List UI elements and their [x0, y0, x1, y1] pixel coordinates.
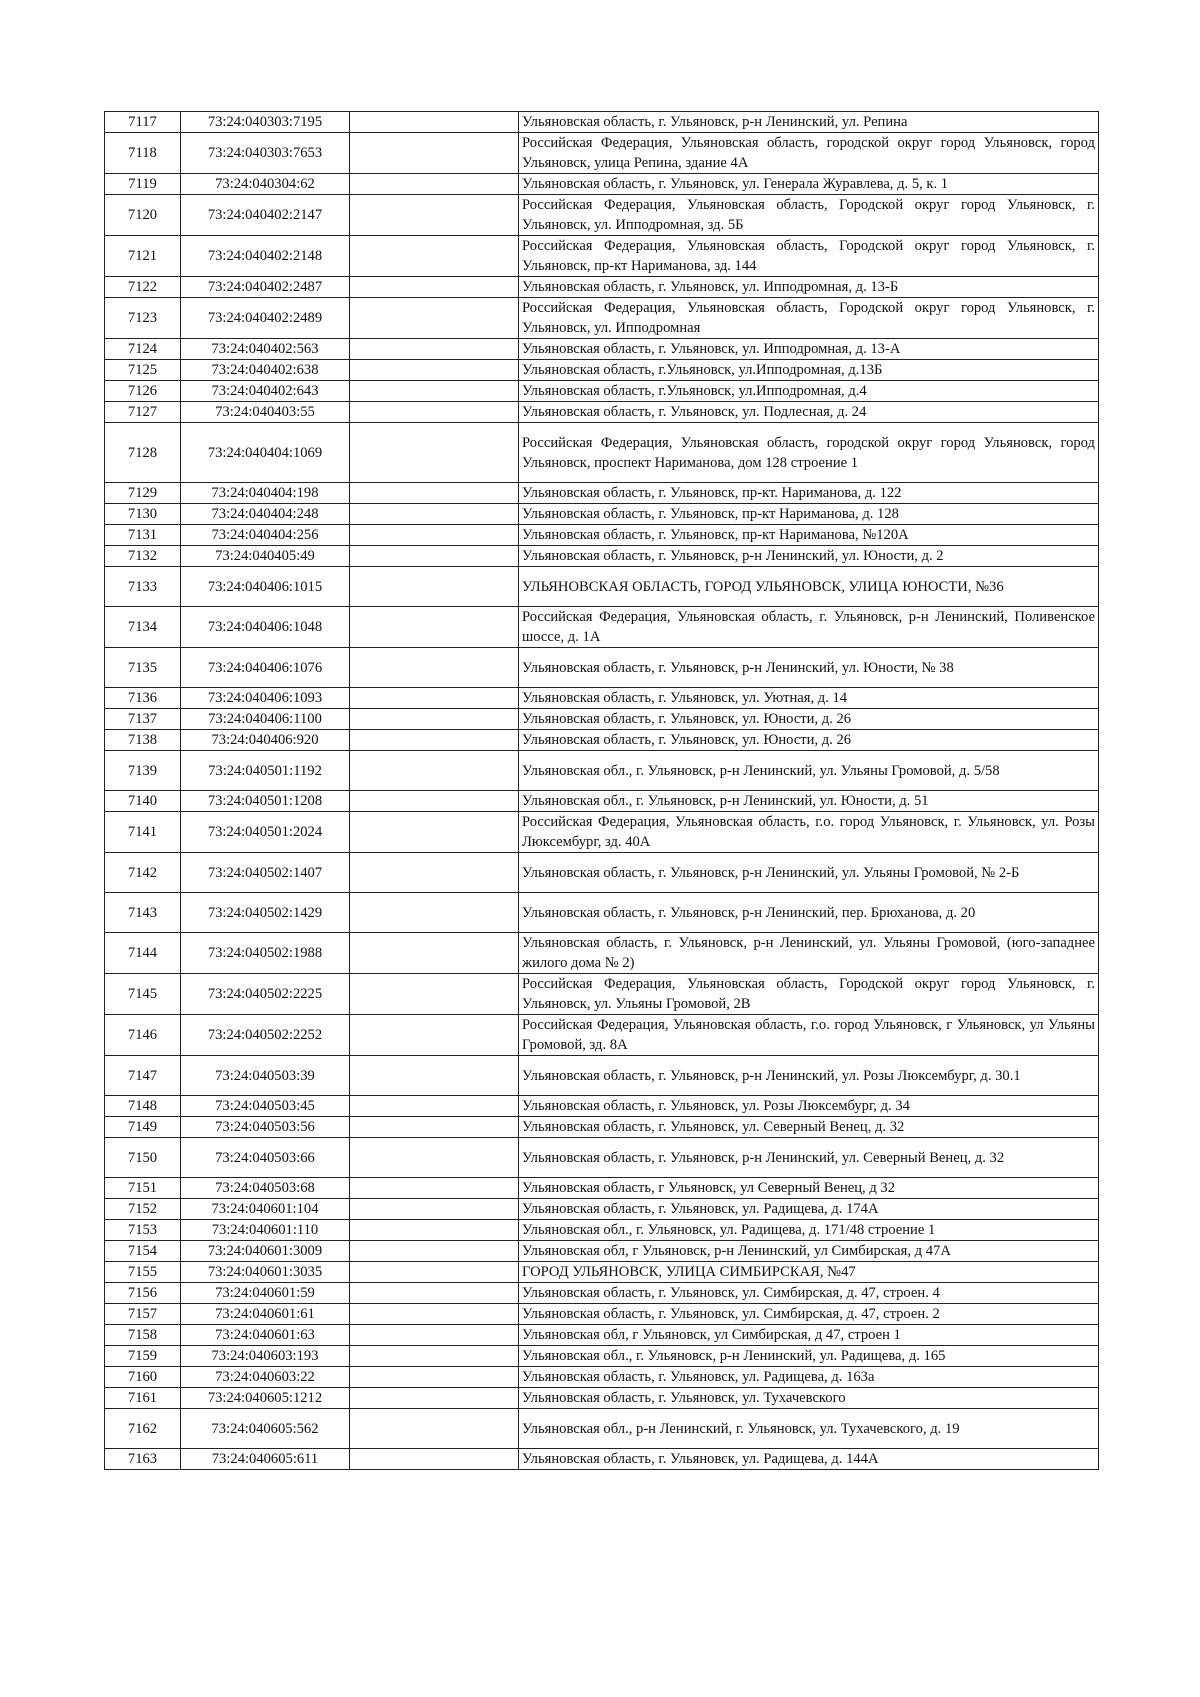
cadastral-number-cell: 73:24:040603:22 — [181, 1367, 350, 1388]
table-row — [105, 1283, 1099, 1304]
row-number-cell: 7146 — [105, 1015, 181, 1056]
property-registry-table — [104, 111, 1099, 1470]
empty-cell — [350, 298, 519, 339]
empty-cell — [350, 1262, 519, 1283]
empty-cell — [350, 423, 519, 483]
cadastral-number-cell: 73:24:040406:1100 — [181, 709, 350, 730]
empty-cell — [350, 1138, 519, 1178]
cadastral-number-cell: 73:24:040501:1192 — [181, 751, 350, 791]
cadastral-number-cell: 73:24:040402:2147 — [181, 195, 350, 236]
address-cell: Ульяновская область, г.Ульяновск, ул.Ипподромная, д.4 — [519, 381, 1099, 402]
row-number-cell: 7138 — [105, 730, 181, 751]
table-row — [105, 751, 1099, 791]
empty-cell — [350, 1409, 519, 1449]
cadastral-number-cell: 73:24:040402:563 — [181, 339, 350, 360]
address-cell: УЛЬЯНОВСКАЯ ОБЛАСТЬ, ГОРОД УЛЬЯНОВСК, УЛИЦА ЮНОСТИ, №36 — [519, 567, 1099, 607]
table-row — [105, 423, 1099, 483]
table-row — [105, 360, 1099, 381]
cadastral-number-cell: 73:24:040402:2148 — [181, 236, 350, 277]
table-row — [105, 688, 1099, 709]
cadastral-number-cell: 73:24:040605:1212 — [181, 1388, 350, 1409]
table-row — [105, 853, 1099, 893]
table-row — [105, 1449, 1099, 1470]
address-cell: Российская Федерация, Ульяновская область, Городской округ город Ульяновск, г. Ульяновск, пр-кт Нариманова, зд. 144 — [519, 236, 1099, 277]
empty-cell — [350, 1283, 519, 1304]
cadastral-number-cell: 73:24:040601:3009 — [181, 1241, 350, 1262]
row-number-cell: 7119 — [105, 174, 181, 195]
cadastral-number-cell: 73:24:040601:110 — [181, 1220, 350, 1241]
address-cell: Ульяновская область, г. Ульяновск, ул. Северный Венец, д. 32 — [519, 1117, 1099, 1138]
address-cell: Российская Федерация, Ульяновская область, Городской округ город Ульяновск, г. Ульяновск, ул. Ипподромная — [519, 298, 1099, 339]
table-row — [105, 974, 1099, 1015]
row-number-cell: 7118 — [105, 133, 181, 174]
address-cell: Ульяновская область, г. Ульяновск, ул. Симбирская, д. 47, строен. 2 — [519, 1304, 1099, 1325]
address-cell: Ульяновская область, г. Ульяновск, ул. Подлесная, д. 24 — [519, 402, 1099, 423]
cadastral-number-cell: 73:24:040402:643 — [181, 381, 350, 402]
table-row — [105, 195, 1099, 236]
row-number-cell: 7123 — [105, 298, 181, 339]
cadastral-number-cell: 73:24:040605:562 — [181, 1409, 350, 1449]
row-number-cell: 7121 — [105, 236, 181, 277]
empty-cell — [350, 1199, 519, 1220]
row-number-cell: 7149 — [105, 1117, 181, 1138]
address-cell: Ульяновская область, г. Ульяновск, ул. Юности, д. 26 — [519, 709, 1099, 730]
empty-cell — [350, 751, 519, 791]
empty-cell — [350, 112, 519, 133]
empty-cell — [350, 688, 519, 709]
address-cell: Российская Федерация, Ульяновская область, Городской округ город Ульяновск, г. Ульяновск, ул. Ипподромная, зд. 5Б — [519, 195, 1099, 236]
address-cell: Ульяновская область, г. Ульяновск, р-н Ленинский, пер. Брюханова, д. 20 — [519, 893, 1099, 933]
table-row — [105, 504, 1099, 525]
table-row — [105, 1409, 1099, 1449]
row-number-cell: 7155 — [105, 1262, 181, 1283]
table-row — [105, 607, 1099, 648]
empty-cell — [350, 1096, 519, 1117]
table-row — [105, 1178, 1099, 1199]
row-number-cell: 7133 — [105, 567, 181, 607]
cadastral-number-cell: 73:24:040406:1093 — [181, 688, 350, 709]
row-number-cell: 7124 — [105, 339, 181, 360]
address-cell: Ульяновская область, г. Ульяновск, р-н Ленинский, ул. Репина — [519, 112, 1099, 133]
table-row — [105, 277, 1099, 298]
table-row — [105, 567, 1099, 607]
address-cell: Ульяновская область, г. Ульяновск, ул. Юности, д. 26 — [519, 730, 1099, 751]
cadastral-number-cell: 73:24:040502:1407 — [181, 853, 350, 893]
table-row — [105, 339, 1099, 360]
empty-cell — [350, 1241, 519, 1262]
row-number-cell: 7143 — [105, 893, 181, 933]
table-row — [105, 1015, 1099, 1056]
empty-cell — [350, 1178, 519, 1199]
address-cell: Ульяновская область, г. Ульяновск, р-н Ленинский, ул. Розы Люксембург, д. 30.1 — [519, 1056, 1099, 1096]
cadastral-number-cell: 73:24:040502:2225 — [181, 974, 350, 1015]
row-number-cell: 7135 — [105, 648, 181, 688]
table-row — [105, 1096, 1099, 1117]
table-row — [105, 1388, 1099, 1409]
cadastral-number-cell: 73:24:040503:39 — [181, 1056, 350, 1096]
address-cell: Ульяновская область, г. Ульяновск, пр-кт Нариманова, д. 128 — [519, 504, 1099, 525]
cadastral-number-cell: 73:24:040605:611 — [181, 1449, 350, 1470]
row-number-cell: 7129 — [105, 483, 181, 504]
empty-cell — [350, 853, 519, 893]
table-row — [105, 1325, 1099, 1346]
row-number-cell: 7145 — [105, 974, 181, 1015]
cadastral-number-cell: 73:24:040501:1208 — [181, 791, 350, 812]
table-row — [105, 1367, 1099, 1388]
row-number-cell: 7137 — [105, 709, 181, 730]
registry-table-body — [105, 112, 1099, 1470]
empty-cell — [350, 483, 519, 504]
empty-cell — [350, 133, 519, 174]
table-row — [105, 1262, 1099, 1283]
table-row — [105, 133, 1099, 174]
cadastral-number-cell: 73:24:040503:45 — [181, 1096, 350, 1117]
address-cell: Ульяновская область, г. Ульяновск, ул. Розы Люксембург, д. 34 — [519, 1096, 1099, 1117]
row-number-cell: 7150 — [105, 1138, 181, 1178]
address-cell: Ульяновская область, г. Ульяновск, р-н Ленинский, ул. Ульяны Громовой, (юго-западнее жилого дома № 2) — [519, 933, 1099, 974]
empty-cell — [350, 709, 519, 730]
cadastral-number-cell: 73:24:040502:1429 — [181, 893, 350, 933]
row-number-cell: 7157 — [105, 1304, 181, 1325]
row-number-cell: 7154 — [105, 1241, 181, 1262]
table-row — [105, 1199, 1099, 1220]
cadastral-number-cell: 73:24:040304:62 — [181, 174, 350, 195]
row-number-cell: 7132 — [105, 546, 181, 567]
row-number-cell: 7142 — [105, 853, 181, 893]
empty-cell — [350, 1449, 519, 1470]
row-number-cell: 7141 — [105, 812, 181, 853]
address-cell: Ульяновская область, г. Ульяновск, ул. Симбирская, д. 47, строен. 4 — [519, 1283, 1099, 1304]
row-number-cell: 7151 — [105, 1178, 181, 1199]
row-number-cell: 7136 — [105, 688, 181, 709]
table-row — [105, 112, 1099, 133]
address-cell: Ульяновская область, г. Ульяновск, пр-кт Нариманова, №120А — [519, 525, 1099, 546]
cadastral-number-cell: 73:24:040502:1988 — [181, 933, 350, 974]
address-cell: Ульяновская область, г. Ульяновск, ул. Генерала Журавлева, д. 5, к. 1 — [519, 174, 1099, 195]
empty-cell — [350, 381, 519, 402]
row-number-cell: 7162 — [105, 1409, 181, 1449]
cadastral-number-cell: 73:24:040601:59 — [181, 1283, 350, 1304]
empty-cell — [350, 1388, 519, 1409]
row-number-cell: 7140 — [105, 791, 181, 812]
empty-cell — [350, 933, 519, 974]
row-number-cell: 7134 — [105, 607, 181, 648]
address-cell: Ульяновская область, г Ульяновск, ул Северный Венец, д 32 — [519, 1178, 1099, 1199]
cadastral-number-cell: 73:24:040503:66 — [181, 1138, 350, 1178]
table-row — [105, 381, 1099, 402]
address-cell: Ульяновская область, г. Ульяновск, ул. Радищева, д. 174А — [519, 1199, 1099, 1220]
address-cell: Ульяновская область, г. Ульяновск, ул. Радищева, д. 144А — [519, 1449, 1099, 1470]
row-number-cell: 7120 — [105, 195, 181, 236]
row-number-cell: 7147 — [105, 1056, 181, 1096]
table-row — [105, 546, 1099, 567]
cadastral-number-cell: 73:24:040406:1048 — [181, 607, 350, 648]
empty-cell — [350, 730, 519, 751]
cadastral-number-cell: 73:24:040406:920 — [181, 730, 350, 751]
table-row — [105, 933, 1099, 974]
table-row — [105, 236, 1099, 277]
empty-cell — [350, 1015, 519, 1056]
cadastral-number-cell: 73:24:040403:55 — [181, 402, 350, 423]
cadastral-number-cell: 73:24:040402:638 — [181, 360, 350, 381]
address-cell: Ульяновская область, г. Ульяновск, ул. Радищева, д. 163а — [519, 1367, 1099, 1388]
address-cell: Российская Федерация, Ульяновская область, Городской округ город Ульяновск, г. Ульяновск, ул. Ульяны Громовой, 2В — [519, 974, 1099, 1015]
table-row — [105, 483, 1099, 504]
cadastral-number-cell: 73:24:040404:198 — [181, 483, 350, 504]
row-number-cell: 7153 — [105, 1220, 181, 1241]
table-row — [105, 1241, 1099, 1262]
address-cell: Российская Федерация, Ульяновская область, городской округ город Ульяновск, город Ульяновск, улица Репина, здание 4А — [519, 133, 1099, 174]
empty-cell — [350, 236, 519, 277]
address-cell: Российская Федерация, Ульяновская область, г.о. город Ульяновск, г. Ульяновск, ул. Розы Люксембург, зд. 40А — [519, 812, 1099, 853]
row-number-cell: 7131 — [105, 525, 181, 546]
cadastral-number-cell: 73:24:040406:1076 — [181, 648, 350, 688]
cadastral-number-cell: 73:24:040603:193 — [181, 1346, 350, 1367]
empty-cell — [350, 1117, 519, 1138]
table-row — [105, 1346, 1099, 1367]
address-cell: Ульяновская область, г. Ульяновск, ул. Ипподромная, д. 13-Б — [519, 277, 1099, 298]
address-cell: Ульяновская область, г. Ульяновск, р-н Ленинский, ул. Северный Венец, д. 32 — [519, 1138, 1099, 1178]
address-cell: Ульяновская обл, г Ульяновск, р-н Ленинский, ул Симбирская, д 47А — [519, 1241, 1099, 1262]
row-number-cell: 7144 — [105, 933, 181, 974]
table-row — [105, 709, 1099, 730]
empty-cell — [350, 893, 519, 933]
row-number-cell: 7117 — [105, 112, 181, 133]
row-number-cell: 7130 — [105, 504, 181, 525]
address-cell: Ульяновская область, г. Ульяновск, ул. Тухачевского — [519, 1388, 1099, 1409]
cadastral-number-cell: 73:24:040404:1069 — [181, 423, 350, 483]
address-cell: Российская Федерация, Ульяновская область, г.о. город Ульяновск, г Ульяновск, ул Ульяны Громовой, зд. 8А — [519, 1015, 1099, 1056]
cadastral-number-cell: 73:24:040404:256 — [181, 525, 350, 546]
address-cell: Ульяновская обл., г. Ульяновск, р-н Ленинский, ул. Юности, д. 51 — [519, 791, 1099, 812]
cadastral-number-cell: 73:24:040501:2024 — [181, 812, 350, 853]
empty-cell — [350, 648, 519, 688]
table-row — [105, 1138, 1099, 1178]
empty-cell — [350, 812, 519, 853]
table-row — [105, 1117, 1099, 1138]
address-cell: Ульяновская область, г.Ульяновск, ул.Ипподромная, д.13Б — [519, 360, 1099, 381]
row-number-cell: 7125 — [105, 360, 181, 381]
cadastral-number-cell: 73:24:040503:68 — [181, 1178, 350, 1199]
empty-cell — [350, 607, 519, 648]
row-number-cell: 7160 — [105, 1367, 181, 1388]
cadastral-number-cell: 73:24:040601:61 — [181, 1304, 350, 1325]
address-cell: Ульяновская область, г. Ульяновск, р-н Ленинский, ул. Ульяны Громовой, № 2-Б — [519, 853, 1099, 893]
table-row — [105, 1056, 1099, 1096]
empty-cell — [350, 974, 519, 1015]
cadastral-number-cell: 73:24:040404:248 — [181, 504, 350, 525]
table-row — [105, 812, 1099, 853]
empty-cell — [350, 402, 519, 423]
row-number-cell: 7139 — [105, 751, 181, 791]
address-cell: Ульяновская область, г. Ульяновск, р-н Ленинский, ул. Юности, д. 2 — [519, 546, 1099, 567]
table-row — [105, 1220, 1099, 1241]
cadastral-number-cell: 73:24:040402:2487 — [181, 277, 350, 298]
cadastral-number-cell: 73:24:040601:104 — [181, 1199, 350, 1220]
empty-cell — [350, 1056, 519, 1096]
empty-cell — [350, 277, 519, 298]
row-number-cell: 7161 — [105, 1388, 181, 1409]
empty-cell — [350, 791, 519, 812]
row-number-cell: 7159 — [105, 1346, 181, 1367]
cadastral-number-cell: 73:24:040601:3035 — [181, 1262, 350, 1283]
empty-cell — [350, 360, 519, 381]
table-row — [105, 791, 1099, 812]
cadastral-number-cell: 73:24:040406:1015 — [181, 567, 350, 607]
table-row — [105, 525, 1099, 546]
empty-cell — [350, 504, 519, 525]
address-cell: Ульяновская обл., г. Ульяновск, р-н Ленинский, ул. Радищева, д. 165 — [519, 1346, 1099, 1367]
row-number-cell: 7152 — [105, 1199, 181, 1220]
table-row — [105, 893, 1099, 933]
row-number-cell: 7122 — [105, 277, 181, 298]
row-number-cell: 7126 — [105, 381, 181, 402]
table-row — [105, 298, 1099, 339]
cadastral-number-cell: 73:24:040402:2489 — [181, 298, 350, 339]
row-number-cell: 7127 — [105, 402, 181, 423]
cadastral-number-cell: 73:24:040503:56 — [181, 1117, 350, 1138]
table-row — [105, 1304, 1099, 1325]
address-cell: Ульяновская обл., р-н Ленинский, г. Ульяновск, ул. Тухачевского, д. 19 — [519, 1409, 1099, 1449]
address-cell: Ульяновская область, г. Ульяновск, ул. Уютная, д. 14 — [519, 688, 1099, 709]
address-cell: Российская Федерация, Ульяновская область, городской округ город Ульяновск, город Ульяновск, проспект Нариманова, дом 128 строение 1 — [519, 423, 1099, 483]
cadastral-number-cell: 73:24:040303:7653 — [181, 133, 350, 174]
row-number-cell: 7156 — [105, 1283, 181, 1304]
table-row — [105, 402, 1099, 423]
address-cell: Ульяновская область, г. Ульяновск, р-н Ленинский, ул. Юности, № 38 — [519, 648, 1099, 688]
address-cell: Ульяновская обл, г Ульяновск, ул Симбирская, д 47, строен 1 — [519, 1325, 1099, 1346]
table-row — [105, 174, 1099, 195]
empty-cell — [350, 1367, 519, 1388]
empty-cell — [350, 546, 519, 567]
table-row — [105, 648, 1099, 688]
empty-cell — [350, 1346, 519, 1367]
empty-cell — [350, 339, 519, 360]
empty-cell — [350, 1325, 519, 1346]
row-number-cell: 7158 — [105, 1325, 181, 1346]
empty-cell — [350, 1220, 519, 1241]
cadastral-number-cell: 73:24:040601:63 — [181, 1325, 350, 1346]
empty-cell — [350, 1304, 519, 1325]
cadastral-number-cell: 73:24:040405:49 — [181, 546, 350, 567]
address-cell: Российская Федерация, Ульяновская область, г. Ульяновск, р-н Ленинский, Поливенское шоссе, д. 1А — [519, 607, 1099, 648]
empty-cell — [350, 195, 519, 236]
row-number-cell: 7128 — [105, 423, 181, 483]
cadastral-number-cell: 73:24:040303:7195 — [181, 112, 350, 133]
row-number-cell: 7163 — [105, 1449, 181, 1470]
empty-cell — [350, 525, 519, 546]
address-cell: ГОРОД УЛЬЯНОВСК, УЛИЦА СИМБИРСКАЯ, №47 — [519, 1262, 1099, 1283]
cadastral-number-cell: 73:24:040502:2252 — [181, 1015, 350, 1056]
address-cell: Ульяновская обл., г. Ульяновск, р-н Ленинский, ул. Ульяны Громовой, д. 5/58 — [519, 751, 1099, 791]
empty-cell — [350, 174, 519, 195]
address-cell: Ульяновская область, г. Ульяновск, ул. Ипподромная, д. 13-А — [519, 339, 1099, 360]
address-cell: Ульяновская область, г. Ульяновск, пр-кт. Нариманова, д. 122 — [519, 483, 1099, 504]
address-cell: Ульяновская обл., г. Ульяновск, ул. Радищева, д. 171/48 строение 1 — [519, 1220, 1099, 1241]
empty-cell — [350, 567, 519, 607]
row-number-cell: 7148 — [105, 1096, 181, 1117]
table-row — [105, 730, 1099, 751]
